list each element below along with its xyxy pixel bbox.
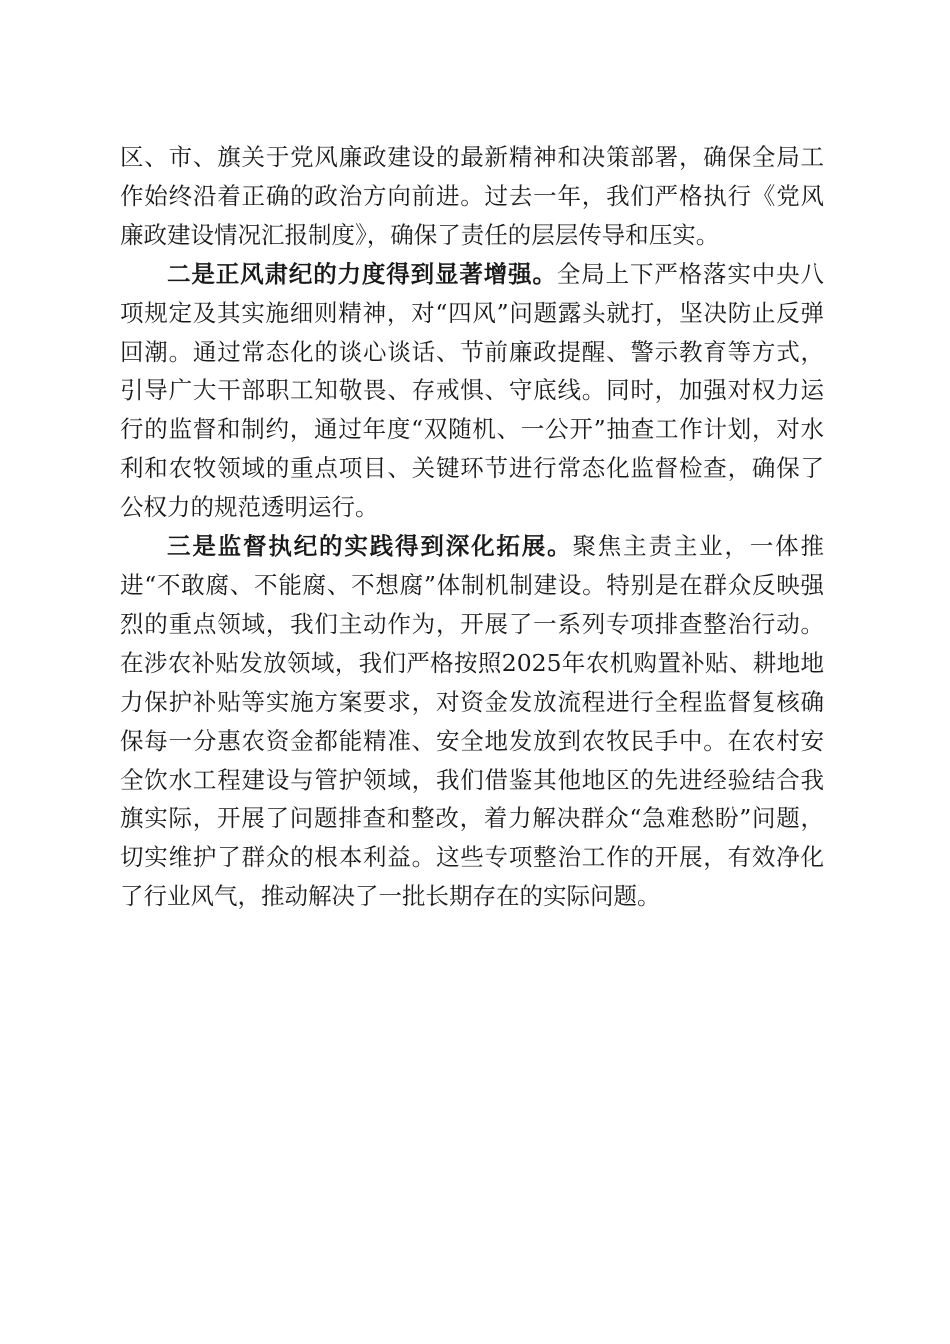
- paragraph-text: 全局上下严格落实中央八项规定及其实施细则精神，对“四风”问题露头就打，坚决防止反弹回潮。通过常态化的谈心谈话、节前廉政提醒、警示教育等方式，引导广大干部职工知敬畏、存戒惧、守底线。同时，加强对权力运行的监督和制约，通过年度“双随机、一公开”抽查工作计划，对水利和农牧领域的重点项目、关键环节进行常态化监督检查，确保了公权力的规范透明运行。: [120, 259, 825, 522]
- paragraph-discipline-rectification: [120, 255, 824, 527]
- paragraph-lead-sentence: 二是正风肃纪的力度得到显著增强。: [167, 259, 557, 288]
- paragraph-text: 聚焦主责主业，一体推进“不敢腐、不能腐、不想腐”体制机制建设。特别是在群众反映强烈的重点领域，我们主动作为，开展了一系列专项排查整治行动。在涉农补贴发放领域，我们严格按照2025年农机购置补贴、耕地地力保护补贴等实施方案要求，对资金发放流程进行全程监督复核确保每一分惠农资金都能精准、安全地发放到农牧民手中。在农村安全饮水工程建设与管护领域，我们借鉴其他地区的先进经验结合我旗实际，开展了问题排查和整改，着力解决群众“急难愁盼”问题，切实维护了群众的根本利益。这些专项整治工作的开展，有效净化了行业风气，推动解决了一批长期存在的实际问题。: [120, 532, 825, 911]
- paragraph-lead-sentence: 三是监督执纪的实践得到深化拓展。: [167, 532, 573, 561]
- paragraph-supervision-practice: [120, 527, 824, 916]
- paragraph-continuation: [120, 138, 824, 255]
- paragraph-text: 区、市、旗关于党风廉政建设的最新精神和决策部署，确保全局工作始终沿着正确的政治方向前进。过去一年，我们严格执行《党风廉政建设情况汇报制度》，确保了责任的层层传导和压实。: [120, 143, 824, 249]
- document-body: [120, 138, 824, 916]
